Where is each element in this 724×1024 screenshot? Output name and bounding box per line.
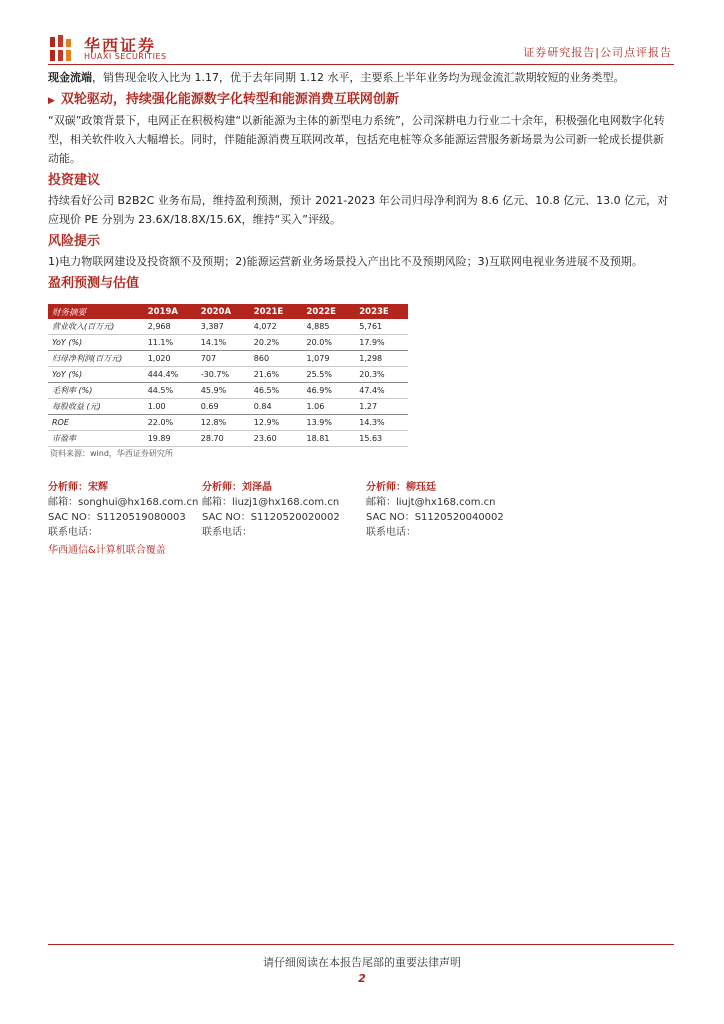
analyst-name: 柳珏廷 (406, 482, 436, 493)
table-cell: 12.8% (197, 415, 250, 431)
table-cell: 11.1% (144, 335, 197, 351)
analyst-sac: SAC NO：S1120519080003 (48, 512, 186, 523)
huaxi-logo-icon (50, 35, 72, 61)
table-row (48, 319, 408, 335)
table-cell: 47.4% (355, 383, 408, 399)
cashflow-heading: 现金流端 (48, 71, 92, 84)
strategy-paragraph: “双碳”政策背景下，电网正在积极构建“以新能源为主体的新型电力系统”，公司深耕电力行业二十余年，积极强化电网数字化转型，相关软件收入大幅增长。同时，伴随能源消费互联网改革，包括充电桩等众多能源运营服务新场景为公司新一轮成长提供新动能。 (48, 114, 665, 165)
table-cell: 46.5% (250, 383, 303, 399)
analyst-name-line (366, 480, 546, 495)
table-cell: 1,020 (144, 351, 197, 367)
table-cell: 4,885 (303, 319, 356, 335)
table-cell: 2,968 (144, 319, 197, 335)
table-cell: 0.69 (197, 399, 250, 415)
analyst-label: 分析师： (366, 482, 406, 493)
table-cell: 19.89 (144, 431, 197, 447)
risk-heading: 风险提示 (48, 234, 101, 249)
table-cell: 1,079 (303, 351, 356, 367)
strategy-heading-text: 双轮驱动，持续强化能源数字化转型和能源消费互联网创新 (60, 92, 399, 107)
analyst-email: 邮箱：liuzj1@hx168.com.cn (202, 497, 340, 508)
investment-advice-paragraph: 持续看好公司 B2B2C 业务布局，维持盈利预测，预计 2021-2023 年公司归母净利润为 8.6 亿元、10.8 亿元、13.0 亿元，对应现价 PE 分别为 23.6X/18.8X/15.6X，维持“买入”评级。 (48, 194, 669, 226)
financial-table-wrap (48, 304, 408, 459)
table-cell: 44.5% (144, 383, 197, 399)
table-header-cell: 财务摘要 (48, 304, 144, 319)
financial-forecast-table (48, 304, 408, 447)
table-header-cell: 2021E (250, 304, 303, 319)
coverage-team-label: 华西通信&计算机联合覆盖 (48, 545, 166, 556)
table-cell: 46.9% (303, 383, 356, 399)
table-cell: 0.84 (250, 399, 303, 415)
table-cell: 707 (197, 351, 250, 367)
triangle-right-icon: ▶ (48, 96, 55, 106)
table-header-cell: 2020A (197, 304, 250, 319)
risk-paragraph: 1)电力物联网建设及投资额不及预期；2)能源运营新业务场景投入产出比不及预期风险；3)互联网电视业务进展不及预期。 (48, 255, 643, 268)
table-row (48, 399, 408, 415)
table-row (48, 431, 408, 447)
table-row-label: 毛利率 (%) (48, 383, 144, 399)
analyst-name-line (202, 480, 382, 495)
table-cell: 14.1% (197, 335, 250, 351)
analyst-email: 邮箱：songhui@hx168.com.cn (48, 497, 199, 508)
analyst-card (48, 480, 228, 540)
cashflow-paragraph (48, 68, 674, 87)
table-row-label: YoY (%) (48, 367, 144, 383)
table-header-cell: 2019A (144, 304, 197, 319)
table-source: 资料来源：wind，华西证券研究所 (50, 449, 173, 458)
table-cell: 45.9% (197, 383, 250, 399)
report-type-label: 证券研究报告|公司点评报告 (523, 46, 672, 59)
analyst-phone: 联系电话： (202, 527, 252, 538)
analyst-name: 刘泽晶 (242, 482, 272, 493)
analyst-phone: 联系电话： (366, 527, 416, 538)
table-cell: 22.0% (144, 415, 197, 431)
table-cell: 20.0% (303, 335, 356, 351)
footer-divider (48, 944, 674, 945)
analyst-phone: 联系电话： (48, 527, 98, 538)
table-cell: 1,298 (355, 351, 408, 367)
logo-en-text: HUAXI SECURITIES (84, 52, 167, 61)
table-header-cell: 2022E (303, 304, 356, 319)
table-cell: 25.5% (303, 367, 356, 383)
table-cell: 12.9% (250, 415, 303, 431)
header-divider (48, 64, 674, 65)
table-cell: -30.7% (197, 367, 250, 383)
table-row (48, 383, 408, 399)
table-row-label: ROE (48, 415, 144, 431)
table-row (48, 415, 408, 431)
table-cell: 20.2% (250, 335, 303, 351)
table-cell: 1.27 (355, 399, 408, 415)
analyst-card (202, 480, 382, 540)
analyst-sac: SAC NO：S1120520020002 (202, 512, 340, 523)
table-cell: 5,761 (355, 319, 408, 335)
table-cell: 15.63 (355, 431, 408, 447)
table-cell: 18.81 (303, 431, 356, 447)
analyst-label: 分析师： (202, 482, 242, 493)
table-row (48, 367, 408, 383)
analyst-card (366, 480, 546, 540)
analyst-name-line (48, 480, 228, 495)
page-header (0, 0, 724, 66)
legal-notice: 请仔细阅读在本报告尾部的重要法律声明 (263, 956, 461, 969)
table-cell: 23.60 (250, 431, 303, 447)
table-cell: 21.6% (250, 367, 303, 383)
table-cell: 20.3% (355, 367, 408, 383)
table-cell: 444.4% (144, 367, 197, 383)
table-row-label: 营业收入(百万元) (48, 319, 144, 335)
table-row-label: 市盈率 (48, 431, 144, 447)
page-number: 2 (358, 972, 366, 985)
table-row-label: YoY (%) (48, 335, 144, 351)
table-cell: 1.06 (303, 399, 356, 415)
table-cell: 3,387 (197, 319, 250, 335)
table-cell: 13.9% (303, 415, 356, 431)
table-header-cell: 2023E (355, 304, 408, 319)
analyst-label: 分析师： (48, 482, 88, 493)
analyst-name: 宋辉 (88, 482, 108, 493)
table-cell: 4,072 (250, 319, 303, 335)
table-cell: 28.70 (197, 431, 250, 447)
logo-cn-text: 华西证券 (84, 36, 157, 55)
table-row-label: 归母净利润(百万元) (48, 351, 144, 367)
table-header-row (48, 304, 408, 319)
table-cell: 14.3% (355, 415, 408, 431)
table-cell: 860 (250, 351, 303, 367)
table-row (48, 335, 408, 351)
analyst-sac: SAC NO：S1120520040002 (366, 512, 504, 523)
table-cell: 1.00 (144, 399, 197, 415)
table-row-label: 每股收益 (元) (48, 399, 144, 415)
table-row (48, 351, 408, 367)
strategy-heading (48, 90, 674, 111)
investment-advice-heading: 投资建议 (48, 173, 101, 188)
analyst-email: 邮箱：liujt@hx168.com.cn (366, 497, 496, 508)
report-body (48, 68, 674, 294)
table-cell: 17.9% (355, 335, 408, 351)
forecast-table-title: 盈利预测与估值 (48, 276, 140, 291)
cashflow-text: ，销售现金收入比为 1.17，优于去年同期 1.12 水平，主要系上半年业务均为现金流汇款期较短的业务类型。 (92, 71, 625, 84)
